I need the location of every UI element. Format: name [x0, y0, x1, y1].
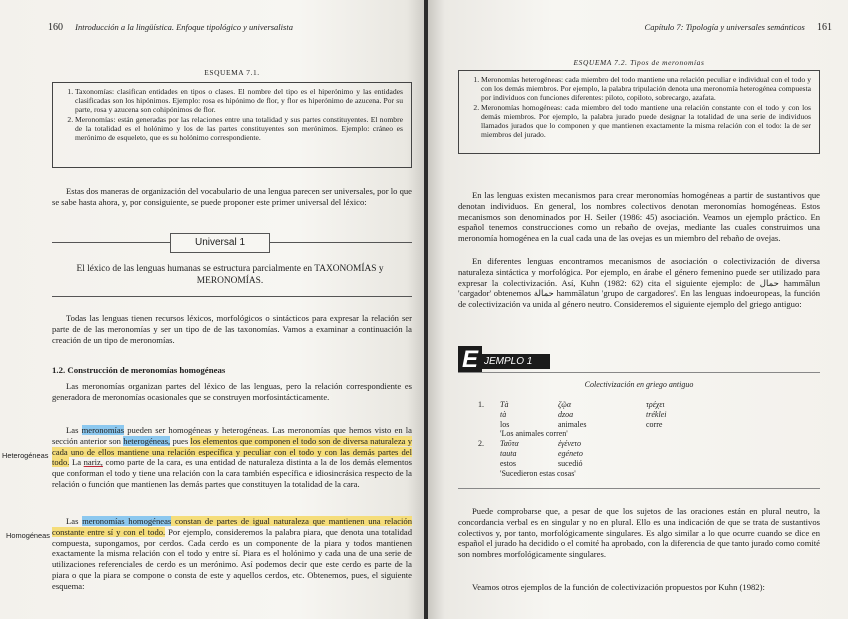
universal-label: Universal 1 [170, 233, 270, 253]
ejemplo-letter: E [458, 346, 482, 373]
left-running-head [48, 22, 293, 33]
para-mecanismos: En las lenguas existen mecanismos para crear meronomías homogéneas a partir de sustantivos que denotan individuos. En general, los nombres colectivos denotan meronomías homogéneas. Estos mecanismos son denominados por H. Seiler (1986: 45) asociación. Veamos un ejemplo práctico. En español tenemos construcciones como un rebaño de ovejas, mediante las cuales construimos una meronomía homogénea en la cual cada una de las ovejas es un miembro del rebaño de ovejas. [458, 190, 820, 244]
universal-rule-bottom [52, 296, 412, 297]
ejemplo-label: JEMPLO 1 [480, 354, 550, 369]
esquema-7-1-item-2: 2. Meronomías: están generadas por las relaciones entre una totalidad y sus partes constituyentes. El nombre de la totalidad es el holónimo y los de las partes constituyentes son merónimos. Ejemplo: cráneo es merónimo de esqueleto, que es su holónimo correspondiente. [75, 115, 403, 143]
highlight-meronomias: meronomías [81, 425, 125, 435]
para-heterogeneas: Las meronomías pueden ser homogéneas y heterogéneas. Las meronomías que hemos visto en la sección anterior son heterogéneas, pues los elementos que componen el todo son de diversa naturaleza y cada uno de ellos mantiene una relación específica y peculiar con el todo y con las demás partes del todo. La nariz, como parte de la cara, es una entidad de naturaleza distinta a la de los demás elementos que conforman el todo y tiene una relación con la cara también específica e idiosincrásica respecto de la relación o función que mantienen las demás partes que constituyen la totalidad de la cara. [52, 425, 413, 489]
highlight-definition-het: los elementos que componen el todo son de diversa naturaleza y cada uno de ellos mantiene una relación específica y peculiar con el todo y con las demás partes del todo. [52, 435, 412, 468]
example-row: 2. Ταῦτα ἐγένετο [478, 439, 582, 449]
example-row: estos sucedió [500, 458, 583, 468]
example-row: los animales corre [500, 419, 663, 429]
para-meronomias: Las meronomías organizan partes del léxico de las lenguas, pero la relación correspondiente es generadora de meronomías ocasionales que se construyen morfosintácticamente. [52, 381, 412, 402]
esquema-7-2-item-1: 1. Meronomías heterogéneas: cada miembro del todo mantiene una relación peculiar e individual con el todo y con los demás miembros. Por ejemplo, la palabra tripulación denota una meronomía heterogénea compuesta por individuos con funciones diferentes: piloto, copiloto, sobrecargo, azafata. [481, 75, 811, 103]
highlight-heterogeneas: heterogéneas, [123, 435, 171, 446]
para-comprobarse: Puede comprobarse que, a pesar de que los sujetos de las oraciones están en plural neutro, la concordancia verbal es en singular y no en plural. Ello es una indicación de que se trata de sustantivos colectivos y, por tanto, morfológicamente singulares. Es algo similar a lo que ocurre cuando se dice en español el jurado ha decidido o el comité ha aprobado, con la diferencia de que tanto jurado como comité son nombres morfológicamente singulares. [458, 506, 820, 560]
right-page-number: 161 [817, 22, 832, 33]
esquema-7-1-box [52, 82, 412, 168]
universal-text: El léxico de las lenguas humanas se estructura parcialmente en TAXONOMÍAS y MERONOMÍAS. [76, 264, 384, 286]
annotation-homogeneas: Homogéneas [6, 531, 50, 540]
para-recursos: Todas las lenguas tienen recursos léxicos, morfológicos o sintácticos para expresar la relación ser parte de de las meronomías y ser un tipo de de las taxonomías. Vamos a examinar a continuación la creación de un tipo de meronomías. [52, 313, 412, 345]
ejemplo-banner [458, 346, 558, 373]
annotation-heterogeneas: Heterogéneas [2, 451, 49, 460]
right-head-title: Capítulo 7: Tipología y universales semánticos [644, 22, 805, 32]
highlight-definition-hom: constan de partes de igual naturaleza que mantienen una relación constante entre sí y con el todo. [52, 516, 412, 537]
example-row: 1. Tà ζῷα τρέχει [478, 400, 665, 409]
example-row: tauta egéneto [500, 448, 583, 458]
ejemplo-rule-top [458, 372, 820, 373]
left-head-title: Introducción a la lingüística. Enfoque tipológico y universalista [75, 22, 293, 32]
para-homogeneas: Las meronomías homogéneas constan de partes de igual naturaleza que mantienen una relación constante entre sí y con el todo. Por ejemplo, consideremos la palabra piara, que denota una totalidad compuesta, supongamos, por cerdos. Cada cerdo es un componente de la piara y todos mantienen exactamente la misma relación con el todo y entre sí. Piara es el holónimo y cada una de una serie de utilizaciones referenciales de cerdo es un merónimo. Así podemos decir que este cerdo es parte de la piara o que la piara se compone o consta de este y aquellos cerdos, etc. Obtenemos, pues, el siguiente esquema: [52, 516, 412, 591]
right-running-head [645, 22, 832, 33]
para-intro: Estas dos maneras de organización del vocabulario de una lengua parecen ser universales, por lo que se sabe hasta ahora, y, por consiguiente, se puede proponer este primer universal del léxico: [52, 186, 412, 207]
para-veamos: Veamos otros ejemplos de la función de colectivización propuestos por Kuhn (1982): [472, 582, 765, 592]
example-row: tà dzoa tréklei [500, 409, 667, 419]
esquema-7-1-caption: ESQUEMA 7.1. [204, 68, 260, 77]
example-gloss-2: 'Sucedieron estas cosas' [500, 468, 576, 478]
ejemplo-rule-bottom [458, 488, 820, 489]
right-page [428, 0, 848, 619]
example-caption: Colectivización en griego antiguo [584, 380, 694, 389]
left-page-number: 160 [48, 22, 63, 33]
example-gloss-1: 'Los animales corren' [500, 429, 568, 439]
underline-nariz: nariz, [83, 457, 103, 468]
section-title: 1.2. Construcción de meronomías homogéneas [52, 365, 226, 375]
esquema-7-1-item-1: 1. Taxonomías: clasifican entidades en tipos o clases. El nombre del tipo es el hiperónimo y las entidades clasificadas son los hipónimos. Ejemplo: rosa es hipónimo de flor, y flor es hiperónimo de azucena. Por su parte, rosa y azucena son cohipónimos de flor. [75, 87, 403, 115]
esquema-7-2-item-2: 2. Meronomías homogéneas: cada miembro del todo mantiene una relación constante con el todo y con los demás miembros. Por ejemplo, la palabra jurado puede designar la totalidad de una serie de individuos llamados jurados que lo componen y que mantienen exactamente la misma relación con el todo: la de ser miembros del jurado. [481, 103, 811, 140]
para-diferentes: En diferentes lenguas encontramos mecanismos de asociación o colectivización de diversa naturaleza sintáctica y morfológica. Por ejemplo, en árabe el género femenino puede ser utilizado para expresar la colectivización. Así, Kuhn (1982: 62) cita el siguiente ejemplo: de حمال hammālun 'cargador' obtenemos حمالة hammālatun 'grupo de cargadores'. En las lenguas indoeuropeas, la función de colectivización va unida al género neutro. Consideremos el siguiente ejemplo del griego antiguo: [458, 256, 820, 310]
example-list [478, 400, 716, 478]
esquema-7-2-caption: ESQUEMA 7.2. Tipos de meronomías [573, 58, 705, 67]
esquema-7-2-box [458, 70, 820, 154]
highlight-meronomias-homogeneas: meronomías homogéneas [82, 516, 172, 526]
